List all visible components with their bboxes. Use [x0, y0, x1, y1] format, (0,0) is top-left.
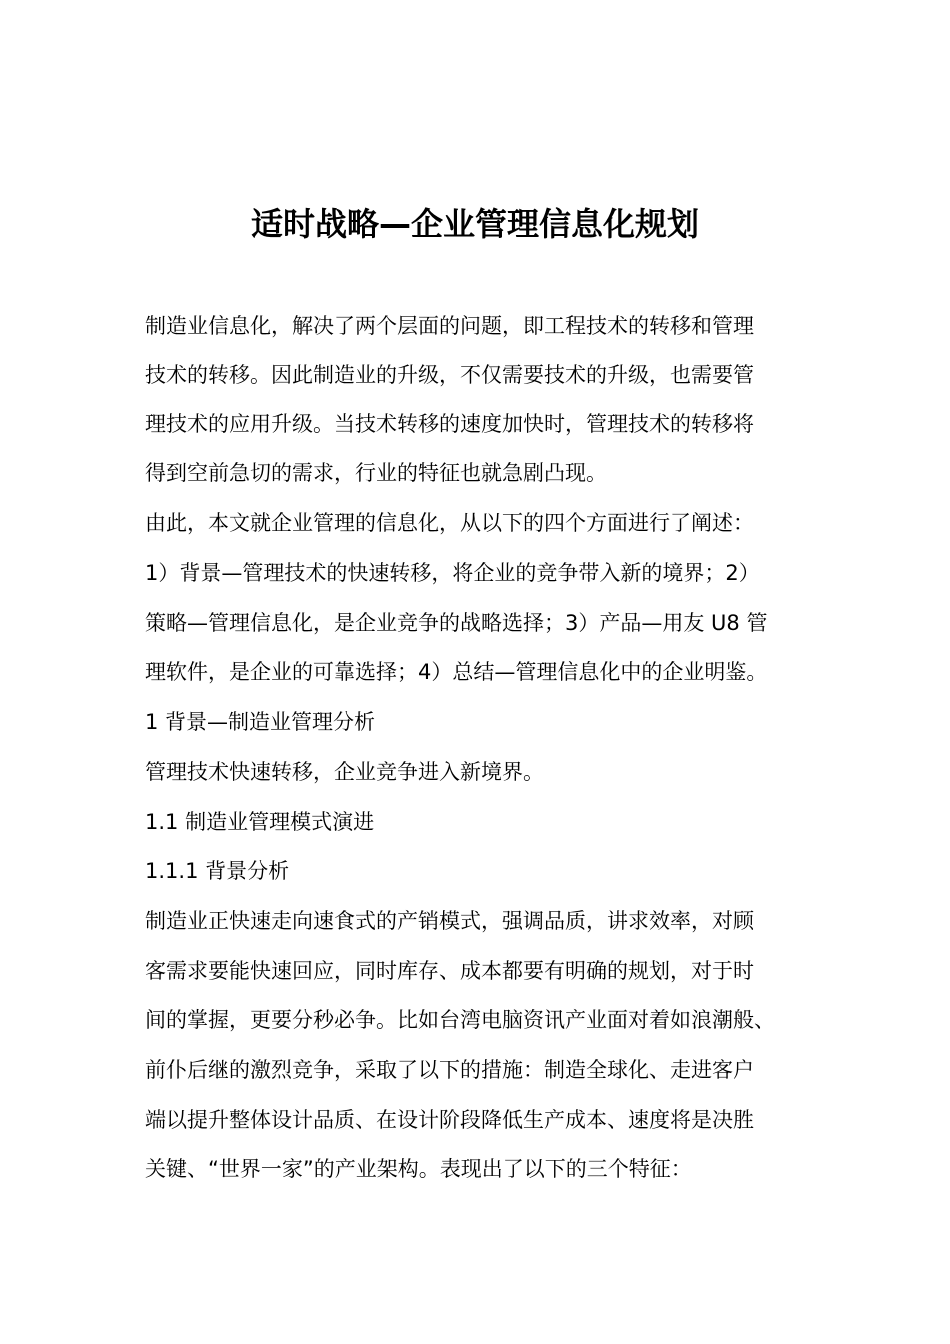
section-heading-1-1-1: 1.1.1 背景分析 [145, 859, 290, 883]
section-summary: 管理技术快速转移，企业竞争进入新境界。 [145, 760, 544, 784]
paragraph-background-line-6: 关键、“世界一家”的产业架构。表现出了以下的三个特征： [145, 1157, 692, 1181]
paragraph-intro-line-3: 理技术的应用升级。当技术转移的速度加快时，管理技术的转移将 [145, 412, 754, 436]
paragraph-intro-line-2: 技术的转移。因此制造业的升级，不仅需要技术的升级，也需要管 [145, 363, 754, 387]
paragraph-outline-line-4: 理软件，是企业的可靠选择；4）总结—管理信息化中的企业明鉴。 [145, 660, 768, 684]
paragraph-background-line-2: 客需求要能快速回应，同时库存、成本都要有明确的规划，对于时 [145, 959, 754, 983]
paragraph-outline-line-2: 1）背景—管理技术的快速转移，将企业的竞争带入新的境界；2） [145, 561, 760, 585]
paragraph-background-line-1: 制造业正快速走向速食式的产销模式，强调品质，讲求效率，对顾 [145, 909, 754, 933]
section-heading-1-1: 1.1 制造业管理模式演进 [145, 810, 375, 834]
paragraph-intro-line-1: 制造业信息化，解决了两个层面的问题，即工程技术的转移和管理 [145, 314, 754, 338]
paragraph-outline-line-1: 由此，本文就企业管理的信息化，从以下的四个方面进行了阐述： [145, 511, 754, 535]
paragraph-outline-line-3: 策略—管理信息化，是企业竞争的战略选择；3）产品—用友 U8 管 [145, 611, 768, 635]
paragraph-intro-line-4: 得到空前急切的需求，行业的特征也就急剧凸现。 [145, 461, 607, 485]
paragraph-background-line-3: 间的掌握，更要分秒必争。比如台湾电脑资讯产业面对着如浪潮般、 [145, 1008, 775, 1032]
paragraph-background-line-4: 前仆后继的激烈竞争，采取了以下的措施：制造全球化、走进客户 [145, 1058, 754, 1082]
section-heading-1: 1 背景—制造业管理分析 [145, 710, 376, 734]
paragraph-background-line-5: 端以提升整体设计品质、在设计阶段降低生产成本、速度将是决胜 [145, 1108, 754, 1132]
document-title: 适时战略—企业管理信息化规划 [250, 205, 699, 243]
